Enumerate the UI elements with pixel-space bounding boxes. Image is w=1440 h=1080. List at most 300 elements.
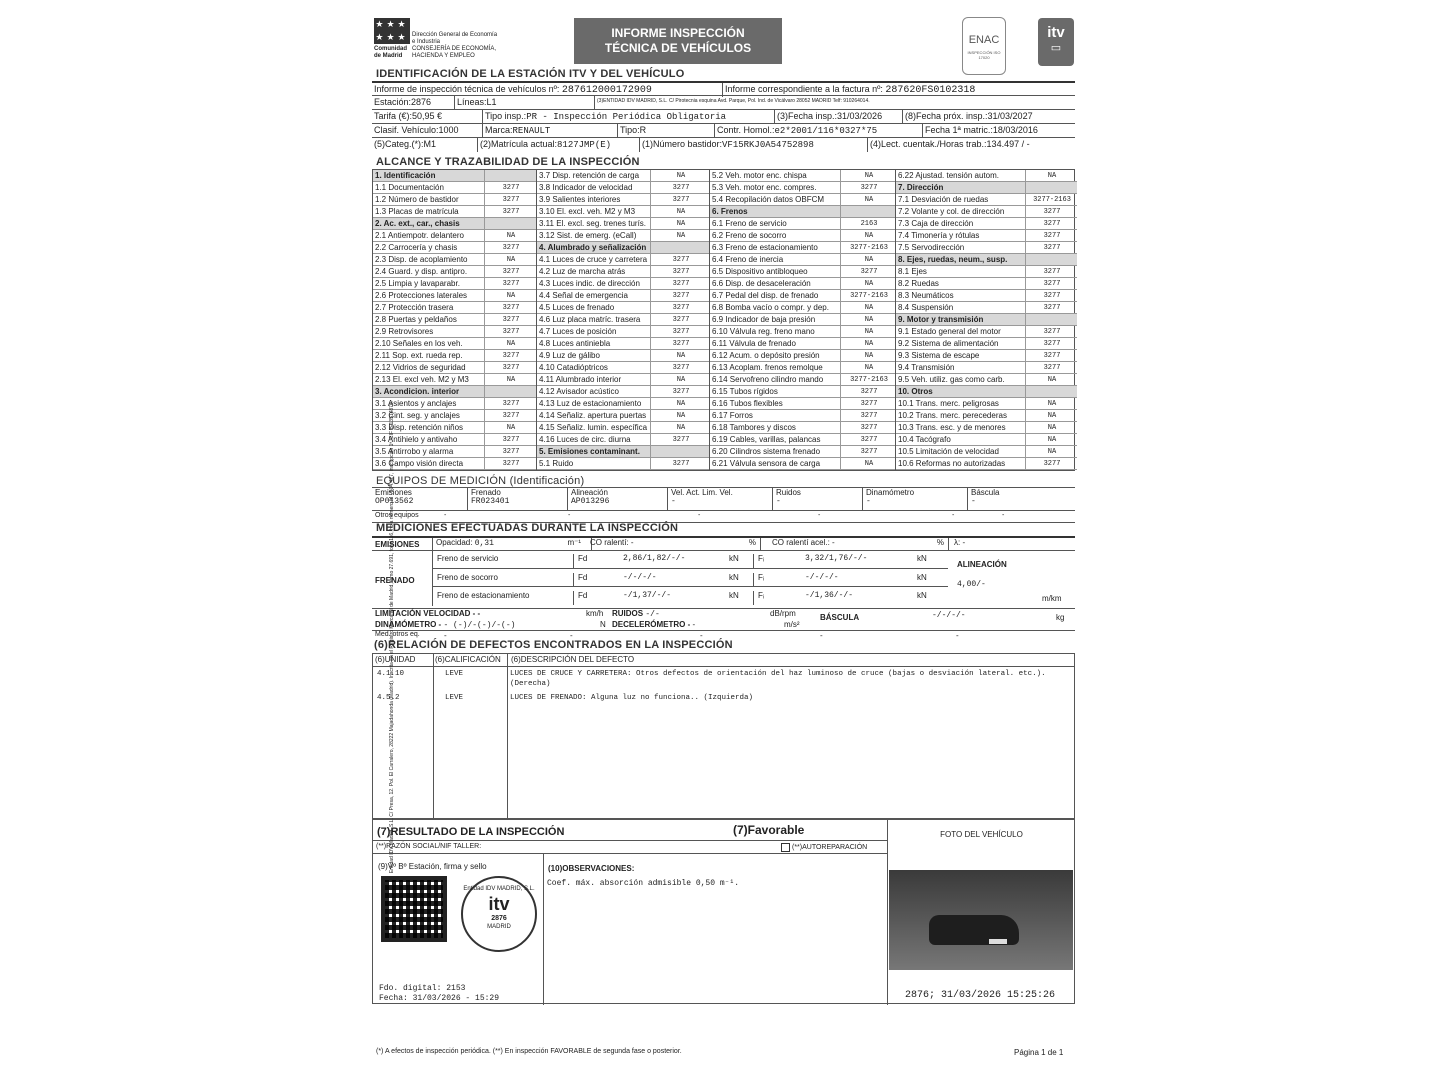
alcance-item	[537, 290, 710, 302]
freno-name: Freno de servicio	[437, 554, 499, 563]
alcance-item-name: 4. Alumbrado y señalización	[539, 243, 647, 252]
alcance-item-code: 3277	[1025, 302, 1077, 313]
freno-row	[433, 586, 948, 605]
alcance-item-code: 3277	[484, 242, 536, 253]
alcance-item-name: 4.5 Luces de frenado	[539, 303, 615, 312]
alcance-item	[896, 230, 1077, 242]
alcance-item-code: 3277	[650, 362, 710, 373]
alcance-item	[710, 230, 896, 242]
alcance-item-code: 3277	[1025, 338, 1077, 349]
alcance-item-code: 3277	[484, 194, 536, 205]
alcance-item-name: 3.7 Disp. retención de carga	[539, 171, 640, 180]
alcance-item	[896, 170, 1077, 182]
alcance-item-name: 3.3 Disp. retención niños	[375, 423, 464, 432]
alcance-item	[896, 206, 1077, 218]
alcance-item	[710, 422, 896, 434]
alcance-item-name: 6.19 Cables, varillas, palancas	[712, 435, 821, 444]
freno-fi-label: Fᵢ	[753, 591, 764, 605]
alcance-item-name: 1.1 Documentación	[375, 183, 444, 192]
alcance-item-name: 6.17 Forros	[712, 411, 753, 420]
alcance-item-name: 4.1 Luces de cruce y carretera	[539, 255, 648, 264]
alcance-item	[710, 266, 896, 278]
freno-fd: -/1,37/-/-	[623, 591, 672, 600]
alcance-item-name: 10. Otros	[898, 387, 933, 396]
alcance-item-name: 1.2 Número de bastidor	[375, 195, 459, 204]
frenado-label: FRENADO	[375, 576, 415, 585]
otros-equipos-value: -	[444, 512, 447, 519]
equipo-cell	[567, 488, 667, 510]
alcance-item	[710, 314, 896, 326]
alcance-item-code: 3277	[840, 422, 896, 433]
alcance-item-code: NA	[840, 254, 896, 265]
defect-calificacion: LEVE	[445, 670, 464, 678]
alcance-item	[373, 386, 536, 398]
freno-row	[433, 550, 948, 568]
alcance-item	[537, 458, 710, 470]
alcance-item	[896, 434, 1077, 446]
alcance-item-name: 9.4 Transmisión	[898, 363, 955, 372]
alcance-item-name: 6.12 Acum. o depósito presión	[712, 351, 820, 360]
alcance-item-name: 2.8 Puertas y peldaños	[375, 315, 457, 324]
alcance-item	[710, 290, 896, 302]
alcance-item	[373, 170, 536, 182]
defect-descripcion2: (Derecha)	[510, 680, 551, 688]
alcance-item	[373, 290, 536, 302]
alcance-item-code	[1025, 254, 1077, 265]
id-row-3: Tarifa (€):50,95 € Tipo insp.:PR - Inspección Periódica Obligatoria (3)Fecha insp.:31/03/2026 (8)Fecha próx. insp.:31/03/2027	[372, 109, 1075, 124]
alcance-item-code: NA	[1025, 422, 1077, 433]
alcance-item	[373, 242, 536, 254]
equipos-table	[372, 487, 1075, 523]
alcance-item-code: 3277	[1025, 326, 1077, 337]
alcance-item-code: 3277	[484, 458, 536, 469]
freno-fd-label: Fd	[573, 573, 587, 587]
alcance-item-code: NA	[650, 206, 710, 217]
alcance-item-name: 6.9 Indicador de baja presión	[712, 315, 816, 324]
alcance-item-name: 5.4 Recopilación datos OBFCM	[712, 195, 825, 204]
alcance-item-code: NA	[840, 326, 896, 337]
alcance-item-name: 2.10 Señales en los veh.	[375, 339, 463, 348]
alcance-item-code: 3277	[840, 386, 896, 397]
alcance-item-code: 3277	[1025, 242, 1077, 253]
alcance-item-code: 3277	[650, 314, 710, 325]
alcance-item	[710, 326, 896, 338]
alcance-item-code	[650, 446, 710, 457]
alcance-item-code: 3277	[484, 362, 536, 373]
alcance-item	[710, 434, 896, 446]
alcance-item-name: 3.1 Asientos y anclajes	[375, 399, 457, 408]
freno-unit: kN	[729, 591, 739, 600]
alcance-item-code: 3277-2163	[840, 374, 896, 385]
alcance-item	[710, 458, 896, 470]
alcance-item	[537, 350, 710, 362]
alcance-item	[373, 338, 536, 350]
alcance-item-name: 8.4 Suspensión	[898, 303, 954, 312]
alcance-item	[896, 194, 1077, 206]
alcance-item	[710, 194, 896, 206]
alcance-item-code: 3277	[484, 410, 536, 421]
alcance-item-code: 3277	[650, 182, 710, 193]
alcance-item-code: 3277	[650, 254, 710, 265]
mediciones-block: EMISIONES Opacidad: 0,31 m⁻¹ CO ralentí: - % CO ralentí acel.: - % λ: - FRENADO Freno de servicio Fd 2,86/1,82/-/- kN Fᵢ 3,32/1,76/-/- kN Freno de socorro Fd -/-/-/- kN Fᵢ -/-/-/- kN Freno de estacionamiento Fd -/1,37/-/- kN Fᵢ -/1,36/-/- kN ALINEACIÓN 4,00/- m/km LIMITACIÓN VELOCIDAD - - km/h RUIDOS -/- dB/rpm BÁSCULA -/-/-/- kg DINAMÓMETRO - - (-)/-(-)/-(-) N DECELERÓMETRO - - m/s² Med. otros eq. - - - - -	[372, 536, 1075, 642]
alcance-item	[710, 278, 896, 290]
alcance-item-code: NA	[484, 230, 536, 241]
alcance-item-code: NA	[484, 254, 536, 265]
alcance-item-name: 3.12 Sist. de emerg. (eCall)	[539, 231, 637, 240]
alcance-item-name: 9.1 Estado general del motor	[898, 327, 1001, 336]
alcance-item	[537, 302, 710, 314]
alcance-item	[537, 218, 710, 230]
alcance-item-name: 6.14 Servofreno cilindro mando	[712, 375, 824, 384]
equipo-value: FR023401	[471, 497, 510, 506]
inspection-report-page	[352, 14, 1088, 1070]
alcance-item-name: 4.16 Luces de circ. diurna	[539, 435, 631, 444]
alcance-item	[373, 326, 536, 338]
alcance-item-name: 4.6 Luz placa matríc. trasera	[539, 315, 641, 324]
alcance-item-code: 3277	[1025, 278, 1077, 289]
otros-equipos-value: -	[698, 512, 701, 519]
equipo-header: Dinamómetro	[866, 488, 915, 497]
alcance-item	[537, 434, 710, 446]
mediciones-title: MEDICIONES EFECTUADAS DURANTE LA INSPECCIÓN	[376, 522, 679, 534]
alcance-item-code: 3277	[650, 266, 710, 277]
alcance-item	[896, 458, 1077, 470]
freno-fd-label: Fd	[573, 591, 587, 605]
alcance-item-code: NA	[1025, 170, 1077, 181]
alcance-item-code	[650, 242, 710, 253]
alcance-item-name: 6.15 Tubos rígidos	[712, 387, 778, 396]
alcance-item-name: 4.11 Alumbrado interior	[539, 375, 622, 384]
alcance-item	[537, 266, 710, 278]
enac-logo: ENAC INSPECCIÓN ISO 17020	[962, 17, 1006, 75]
alcance-item	[373, 398, 536, 410]
alcance-item-code	[1025, 386, 1077, 397]
alcance-item-code: 3277-2163	[840, 290, 896, 301]
alineacion-label: ALINEACIÓN	[957, 560, 1007, 569]
org-left: Comunidad de Madrid	[374, 46, 407, 59]
alcance-item	[896, 302, 1077, 314]
report-title: INFORME INSPECCIÓN TÉCNICA DE VEHÍCULOS	[574, 18, 782, 64]
result-value: (7)Favorable	[733, 823, 805, 837]
alcance-item-code: NA	[840, 338, 896, 349]
alcance-item-code: 3277	[1025, 458, 1077, 469]
equipo-cell	[967, 488, 1075, 510]
alcance-item	[373, 194, 536, 206]
alcance-item-name: 5. Emisiones contaminant.	[539, 447, 640, 456]
freno-name: Freno de socorro	[437, 573, 498, 582]
alcance-item-name: 6.18 Tambores y discos	[712, 423, 796, 432]
alcance-item-code: NA	[1025, 446, 1077, 457]
alcance-item	[896, 338, 1077, 350]
alcance-item	[896, 362, 1077, 374]
alcance-item-name: 8.3 Neumáticos	[898, 291, 954, 300]
alcance-item	[373, 182, 536, 194]
alcance-item-code: 3277-2163	[1025, 194, 1077, 205]
alcance-item-name: 4.8 Luces antiniebla	[539, 339, 611, 348]
alcance-item	[537, 170, 710, 182]
alcance-item	[537, 326, 710, 338]
freno-fi: -/-/-/-	[805, 573, 839, 582]
madrid-logo: ★★★ ★★★	[375, 19, 409, 42]
alcance-item-code: 3277	[1025, 350, 1077, 361]
alcance-item-name: 2.9 Retrovisores	[375, 327, 434, 336]
alineacion-value: 4,00/-	[957, 580, 986, 589]
autoreparacion-checkbox[interactable]	[781, 843, 790, 852]
alcance-item-name: 2.1 Antiempotr. delantero	[375, 231, 464, 240]
alcance-item-code: NA	[840, 194, 896, 205]
alcance-item-code: 3277	[484, 266, 536, 277]
alcance-item	[710, 302, 896, 314]
alcance-item-code: 2163	[840, 218, 896, 229]
alcance-item-code: NA	[650, 398, 710, 409]
alcance-item	[537, 278, 710, 290]
alcance-item-code: 3277	[1025, 362, 1077, 373]
alcance-item	[537, 446, 710, 458]
alcance-item-code: NA	[1025, 410, 1077, 421]
alcance-item	[896, 374, 1077, 386]
equipo-header: Alineación	[571, 488, 608, 497]
alcance-item-name: 4.2 Luz de marcha atrás	[539, 267, 626, 276]
defect-unidad: 4.1.10	[377, 670, 405, 678]
alcance-item-code: 3277	[840, 398, 896, 409]
alcance-item-code: NA	[484, 290, 536, 301]
alcance-item-name: 9.5 Veh. utiliz. gas como carb.	[898, 375, 1005, 384]
defectos-title: (6)RELACIÓN DE DEFECTOS ENCONTRADOS EN LA INSPECCIÓN	[374, 639, 733, 651]
equipo-value: OP013562	[375, 497, 414, 506]
otros-equipos-value: -	[568, 512, 571, 519]
alcance-item-code	[484, 170, 536, 181]
alcance-item	[710, 206, 896, 218]
alcance-item-code: NA	[840, 170, 896, 181]
alcance-item-code: 3277	[650, 278, 710, 289]
alcance-item-name: 6.16 Tubos flexibles	[712, 399, 783, 408]
alcance-item-code: 3277	[650, 194, 710, 205]
equipo-cell	[372, 488, 467, 510]
equipo-header: Ruidos	[776, 488, 801, 497]
alcance-item-name: 10.5 Limitación de velocidad	[898, 447, 999, 456]
alcance-column	[536, 170, 710, 470]
alcance-item	[537, 422, 710, 434]
org-name: Dirección General de Economía e Industria CONSEJERÍA DE ECONOMÍA, HACIENDA Y EMPLEO	[412, 32, 498, 59]
alcance-item	[710, 398, 896, 410]
car-icon: ▭	[1050, 42, 1062, 54]
otros-equipos-value: -	[952, 512, 955, 519]
alcance-item-code: 3277	[840, 446, 896, 457]
alcance-item-code: 3277	[484, 446, 536, 457]
id-row-1: Informe de inspección técnica de vehículos nº: 287612000172909 Informe correspondiente a la factura nº: 287620FS0102318	[372, 81, 1075, 97]
alcance-item-code: 3277	[484, 278, 536, 289]
alcance-item-name: 6.11 Válvula de frenado	[712, 339, 796, 348]
alcance-column	[709, 170, 896, 470]
page-number: Página 1 de 1	[1014, 1048, 1064, 1057]
defect-descripcion: LUCES DE CRUCE Y CARRETERA: Otros defectos de orientación del haz luminoso de cruce (bajas o desviación lateral. etc.).	[510, 670, 1046, 678]
alcance-item	[373, 434, 536, 446]
alcance-item-name: 8. Ejes, ruedas, neum., susp.	[898, 255, 1008, 264]
alcance-item-code: NA	[1025, 434, 1077, 445]
alcance-item-code: 3277	[484, 182, 536, 193]
alcance-item-code	[484, 218, 536, 229]
alcance-item-name: 3.8 Indicador de velocidad	[539, 183, 633, 192]
alcance-grid	[372, 169, 1075, 471]
alcance-item	[373, 266, 536, 278]
alcance-column	[373, 170, 536, 470]
alcance-item-code: 3277	[484, 434, 536, 445]
defect-descripcion: LUCES DE FRENADO: Alguna luz no funciona.. (Izquierda)	[510, 694, 754, 702]
alcance-item-name: 4.14 Señaliz. apertura puertas	[539, 411, 647, 420]
alcance-item-code: NA	[840, 302, 896, 313]
vehicle-photo	[889, 870, 1073, 970]
alcance-item	[373, 422, 536, 434]
equipo-value: AP013296	[571, 497, 610, 506]
alcance-item-code: 3277	[840, 410, 896, 421]
defect-unidad: 4.5.2	[377, 694, 400, 702]
alcance-item-code: 3277	[484, 314, 536, 325]
alcance-item-code: 3277	[484, 350, 536, 361]
alcance-item	[710, 242, 896, 254]
alcance-item-code: 3277	[650, 386, 710, 397]
alcance-item	[710, 374, 896, 386]
alcance-item	[896, 422, 1077, 434]
alcance-item-name: 9.3 Sistema de escape	[898, 351, 980, 360]
alcance-item	[537, 230, 710, 242]
alcance-item-name: 3. Acondicion. interior	[375, 387, 460, 396]
alcance-item-name: 6.1 Freno de servicio	[712, 219, 787, 228]
alcance-item-name: 6.13 Acoplam. frenos remolque	[712, 363, 823, 372]
alcance-item-name: 10.3 Trans. esc. y de menores	[898, 423, 1006, 432]
alcance-item	[537, 182, 710, 194]
freno-fd: -/-/-/-	[623, 573, 657, 582]
alcance-item-code: NA	[650, 374, 710, 385]
alcance-item	[896, 446, 1077, 458]
alcance-item-name: 4.15 Señaliz. lumin. específica	[539, 423, 648, 432]
alcance-item	[710, 386, 896, 398]
alcance-item-code: 3277	[1025, 266, 1077, 277]
otros-equipos-value: -	[818, 512, 821, 519]
alcance-item-code: NA	[650, 230, 710, 241]
freno-fd-label: Fd	[573, 554, 587, 568]
id-row-5: (5)Categ.(*):M1 (2)Matrícula actual:8127JMP(E) (1)Número bastidor:VF15RKJ0A54752898 (4)Lect. cuentak./Horas trab.:134.497 / -	[372, 137, 1075, 152]
freno-fd: 2,86/1,82/-/-	[623, 554, 686, 563]
alcance-item-code: NA	[650, 350, 710, 361]
alcance-item	[896, 326, 1077, 338]
otros-equipos-value: -	[1002, 512, 1005, 519]
alcance-item-name: 3.5 Antirrobo y alarma	[375, 447, 454, 456]
alcance-item	[896, 410, 1077, 422]
alcance-item-code: NA	[650, 170, 710, 181]
alcance-item	[373, 362, 536, 374]
alcance-item-name: 7.2 Volante y col. de dirección	[898, 207, 1005, 216]
equipo-cell	[862, 488, 967, 510]
alcance-item	[710, 182, 896, 194]
alcance-item-name: 3.6 Campo visión directa	[375, 459, 464, 468]
alcance-item-name: 5.3 Veh. motor enc. compres.	[712, 183, 817, 192]
alcance-item-code: 3277	[840, 182, 896, 193]
equipo-cell	[772, 488, 862, 510]
result-title: (7)RESULTADO DE LA INSPECCIÓN	[377, 826, 565, 838]
alcance-item-name: 4.9 Luz de gálibo	[539, 351, 600, 360]
alcance-item-code: NA	[650, 218, 710, 229]
alcance-item-name: 3.4 Antihielo y antivaho	[375, 435, 458, 444]
alcance-item	[537, 254, 710, 266]
alcance-item-name: 9.2 Sistema de alimentación	[898, 339, 999, 348]
alcance-item-name: 10.2 Trans. merc. perecederas	[898, 411, 1007, 420]
alcance-item-name: 6.4 Freno de inercia	[712, 255, 784, 264]
footer-note: (*) A efectos de inspección periódica. (**) En inspección FAVORABLE de segunda fase o posterior.	[376, 1048, 682, 1055]
alcance-item-code: 3277-2163	[840, 242, 896, 253]
alcance-item-code: NA	[1025, 374, 1077, 385]
freno-unit: kN	[917, 591, 927, 600]
alcance-item-name: 1.3 Placas de matrícula	[375, 207, 459, 216]
alcance-item	[896, 266, 1077, 278]
alcance-item	[710, 350, 896, 362]
identification-title: IDENTIFICACIÓN DE LA ESTACIÓN ITV Y DEL VEHÍCULO	[376, 68, 685, 80]
alcance-item-name: 2. Ac. ext., car., chasis	[375, 219, 460, 228]
station-seal: Entidad IDV MADRID, S.L. itv 2876 MADRID	[461, 876, 537, 952]
alcance-item-name: 2.5 Limpia y lavaparabr.	[375, 279, 460, 288]
alcance-item-name: 7.4 Timonería y rótulas	[898, 231, 980, 240]
alcance-item	[710, 338, 896, 350]
equipo-value: -	[971, 497, 976, 506]
alcance-item-code: NA	[484, 338, 536, 349]
alcance-item-name: 6.7 Pedal del disp. de frenado	[712, 291, 819, 300]
alcance-item-code: 3277	[650, 338, 710, 349]
alcance-item	[896, 182, 1077, 194]
alcance-item	[373, 278, 536, 290]
alcance-item-name: 7.3 Caja de dirección	[898, 219, 974, 228]
alcance-item-name: 3.9 Salientes interiores	[539, 195, 621, 204]
alcance-item-code	[1025, 182, 1077, 193]
alcance-item-name: 6.10 Válvula reg. freno mano	[712, 327, 815, 336]
frenos-block	[432, 550, 948, 606]
alcance-item	[373, 374, 536, 386]
alcance-item-name: 6.2 Freno de socorro	[712, 231, 787, 240]
alcance-item	[537, 242, 710, 254]
alcance-item	[373, 206, 536, 218]
alcance-item-name: 1. Identificación	[375, 171, 436, 180]
alcance-item-name: 6.20 Cilindros sistema frenado	[712, 447, 821, 456]
defect-calificacion: LEVE	[445, 694, 464, 702]
alcance-item-code: 3277	[650, 326, 710, 337]
alcance-item-name: 5.1 Ruido	[539, 459, 574, 468]
alcance-item	[710, 254, 896, 266]
alcance-item-code: NA	[484, 374, 536, 385]
alcance-item-code: 3277	[1025, 218, 1077, 229]
alcance-item-code: NA	[650, 422, 710, 433]
alcance-item-name: 2.7 Protección trasera	[375, 303, 454, 312]
alcance-item-name: 8.2 Ruedas	[898, 279, 939, 288]
alcance-item-code: NA	[840, 278, 896, 289]
alcance-item-code: NA	[840, 458, 896, 469]
alcance-item-name: 2.3 Disp. de acoplamiento	[375, 255, 468, 264]
alcance-item	[373, 350, 536, 362]
equipo-value: -	[776, 497, 781, 506]
alcance-item	[537, 206, 710, 218]
equipo-header: Emisiones	[375, 488, 412, 497]
emisiones-label: EMISIONES	[375, 540, 420, 549]
alcance-item-code	[1025, 314, 1077, 325]
alcance-item	[373, 314, 536, 326]
alcance-item	[896, 218, 1077, 230]
alcance-item-name: 9. Motor y transmisión	[898, 315, 984, 324]
alcance-item-code: NA	[840, 350, 896, 361]
alcance-item-code: 3277	[840, 434, 896, 445]
equipo-value: -	[671, 497, 676, 506]
alcance-item	[710, 410, 896, 422]
alcance-item-name: 2.13 El. excl veh. M2 y M3	[375, 375, 469, 384]
alcance-item	[896, 350, 1077, 362]
alcance-item-name: 2.12 Vidrios de seguridad	[375, 363, 466, 372]
alcance-item-code: 3277	[1025, 206, 1077, 217]
